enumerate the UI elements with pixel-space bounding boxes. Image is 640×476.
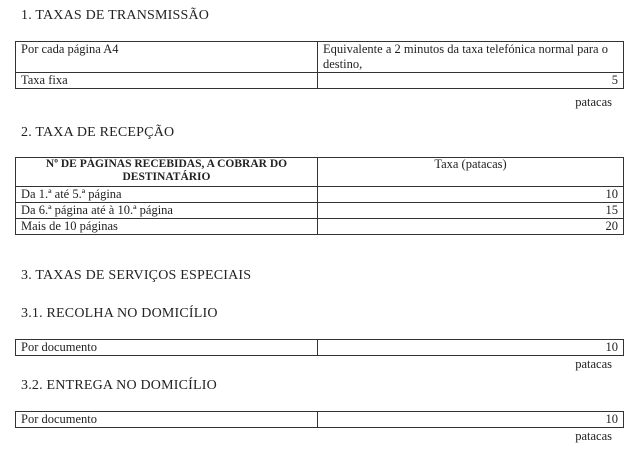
table-cell-value: 20 (318, 219, 624, 235)
section-3-1-title: 3.1. RECOLHA NO DOMICÍLIO (21, 306, 218, 321)
section-3-2-title: 3.2. ENTREGA NO DOMICÍLIO (21, 378, 217, 393)
table-row (16, 340, 624, 356)
table-row (16, 42, 624, 73)
table-row (16, 203, 624, 219)
delivery-fee-table (15, 411, 624, 428)
table-row (16, 73, 624, 89)
table-cell-label: Da 6.ª página até à 10.ª página (16, 203, 318, 219)
table-cell-label: Por documento (16, 412, 318, 428)
table-cell-label: Da 1.ª até 5.ª página (16, 187, 318, 203)
transmission-fee-table (15, 41, 624, 89)
section-2-title: 2. TAXA DE RECEPÇÃO (21, 125, 175, 140)
table-cell-value: 10 (318, 412, 624, 428)
table-header-row (16, 158, 624, 187)
table-cell-label: Taxa fixa (16, 73, 318, 89)
currency-unit: patacas (575, 357, 612, 371)
table-row (16, 187, 624, 203)
table-cell-value: Equivalente a 2 minutos da taxa telefónica normal para o destino, (318, 42, 624, 73)
pickup-fee-table (15, 339, 624, 356)
section-1-title: 1. TAXAS DE TRANSMISSÃO (21, 8, 210, 23)
currency-unit: patacas (575, 95, 612, 109)
table-cell-value: 10 (318, 187, 624, 203)
table-cell-value: 5 (318, 73, 624, 89)
table-cell-label: Por documento (16, 340, 318, 356)
section-3-title: 3. TAXAS DE SERVIÇOS ESPECIAIS (21, 268, 252, 283)
column-header-fee: Taxa (patacas) (318, 158, 624, 187)
column-header-pages: Nº DE PÁGINAS RECEBIDAS, A COBRAR DO DESTINATÁRIO (16, 158, 318, 187)
reception-fee-table (15, 157, 624, 235)
table-cell-label: Por cada página A4 (16, 42, 318, 73)
table-row (16, 412, 624, 428)
table-cell-value: 15 (318, 203, 624, 219)
table-cell-label: Mais de 10 páginas (16, 219, 318, 235)
table-row (16, 219, 624, 235)
table-cell-value: 10 (318, 340, 624, 356)
currency-unit: patacas (575, 429, 612, 443)
